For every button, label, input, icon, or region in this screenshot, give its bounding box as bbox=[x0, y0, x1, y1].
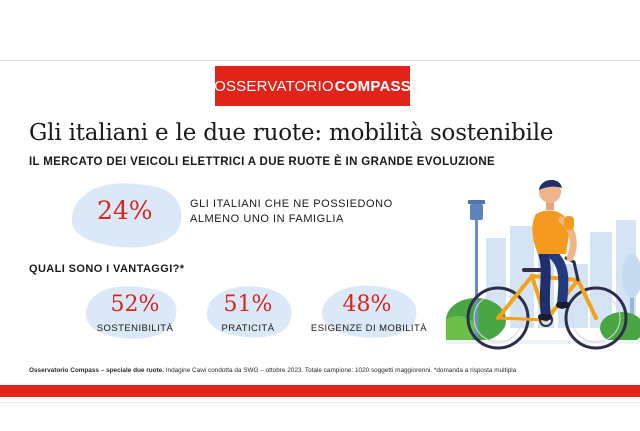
advantage-value-sostenibilita: 52% bbox=[110, 292, 160, 317]
brand-bold-text: COMPASS bbox=[334, 77, 411, 95]
top-divider bbox=[0, 60, 640, 61]
page-subtitle: IL MERCATO DEI VEICOLI ELETTRICI A DUE RUOTE È IN GRANDE EVOLUZIONE bbox=[29, 156, 496, 168]
footnote bbox=[29, 367, 516, 374]
brand-light-text: OSSERVATORIO bbox=[214, 77, 334, 95]
advantage-value-mobilita: 48% bbox=[342, 292, 392, 317]
advantage-label-praticita: PRATICITÀ bbox=[221, 323, 275, 334]
page-title: Gli italiani e le due ruote: mobilità sostenibile bbox=[29, 120, 554, 146]
main-stat-value: 24% bbox=[97, 196, 153, 225]
bottom-divider bbox=[0, 402, 640, 403]
advantage-label-sostenibilita: SOSTENIBILITÀ bbox=[96, 323, 174, 334]
main-stat-text bbox=[190, 197, 393, 227]
footnote-text: Indagine Cawi condotta da SWG – ottobre 2023. Totale campione: 1020 soggetti maggiorenni. *domanda a risposta multipla bbox=[163, 367, 517, 374]
brand-banner bbox=[215, 66, 410, 106]
advantages-title: QUALI SONO I VANTAGGI?* bbox=[29, 263, 185, 275]
main-stat-text-line2: ALMENO UNO IN FAMIGLIA bbox=[190, 213, 344, 225]
footnote-source: Osservatorio Compass – speciale due ruote. bbox=[29, 367, 164, 374]
advantage-label-mobilita: ESIGENZE DI MOBILITÀ bbox=[310, 323, 428, 334]
advantage-value-praticita: 51% bbox=[223, 292, 273, 317]
bottom-red-bar bbox=[0, 385, 640, 397]
main-stat-text-line1: GLI ITALIANI CHE NE POSSIEDONO bbox=[190, 198, 393, 210]
cyclist-illustration bbox=[446, 180, 640, 360]
